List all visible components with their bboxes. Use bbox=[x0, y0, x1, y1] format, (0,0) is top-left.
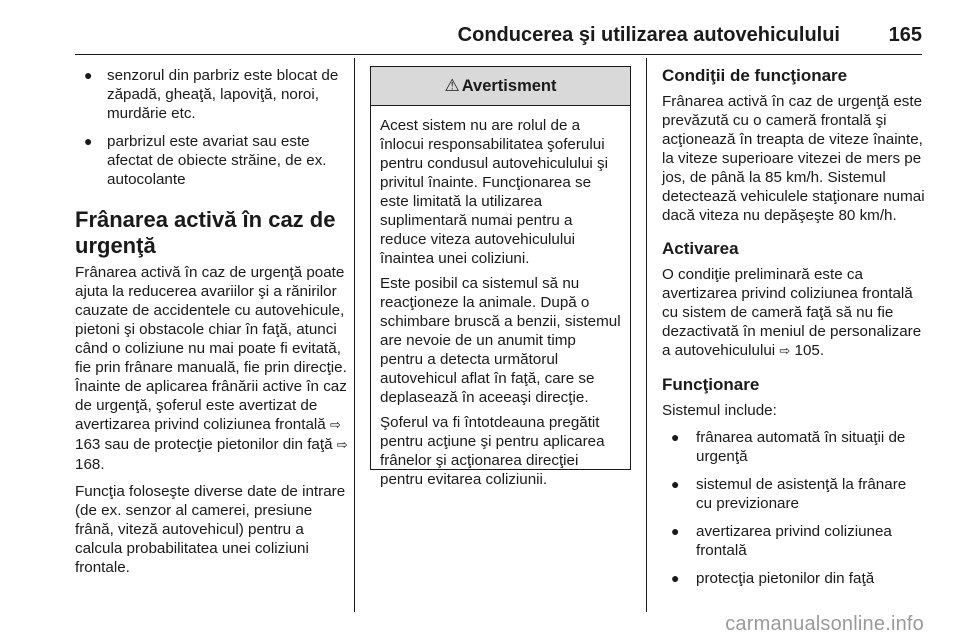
activation-heading: Activarea bbox=[662, 239, 739, 258]
list-item: ● parbrizul este avariat sau este afectat de obiecte străine, de ex. autocolante bbox=[84, 133, 327, 188]
list-item: ● senzorul din parbriz este blocat de zăpadă, gheaţă, lapoviţă, noroi, murdărie etc. bbox=[84, 67, 339, 122]
function-heading: Funcţionare bbox=[662, 375, 760, 394]
warning-title: Avertisment bbox=[461, 76, 557, 95]
page-ref-link[interactable]: 168. bbox=[75, 456, 105, 473]
list-item: ● protecţia pietonilor din faţă bbox=[671, 570, 875, 587]
warning-triangle-icon: ⚠ bbox=[444, 75, 460, 96]
bullet-icon: ● bbox=[671, 570, 680, 586]
warning-box bbox=[370, 66, 631, 488]
watermark: carmanualsonline.info bbox=[725, 613, 924, 635]
right-column bbox=[662, 66, 926, 597]
activation-paragraph: O condiţie preliminară este ca avertizarea privind coliziunea frontală cu sistem de cameră faţă să nu fie dezactivată în meniul de personalizare a autovehiculului ⇨ 105. bbox=[662, 266, 922, 359]
page-header bbox=[0, 0, 960, 56]
bullet-icon: ● bbox=[84, 67, 93, 83]
chapter-title: Conducerea şi utilizarea autovehiculului bbox=[457, 24, 840, 46]
intro-paragraph: Frânarea activă în caz de urgenţă poate ajuta la reducerea avariilor şi a rănirilor cauzate de accidentele cu autovehicule, pietoni şi obstacole chiar în faţă, atunci când o coliziune nu mai poate fi evitată, fie prin frânare manuală, fie prin direcţie. Înainte de aplicarea frânării active în caz de urgenţă, şoferul este avertizat de avertizarea privind coliziunea frontală ⇨ 163 sau de protecţie pietonilor din faţă ⇨ 168. bbox=[75, 264, 348, 473]
header-rule bbox=[75, 54, 922, 55]
warning-paragraph: Acest sistem nu are rolul de a înlocui responsabilitatea şoferului pentru condusul autovehiculului şi privitul înainte. Funcţionarea se este limitată la utilizarea suplimentară numai pentru a reduce viteza autovehiculului înaintea unei coliziuni. bbox=[380, 117, 608, 267]
operating-conditions-paragraph: Frânarea activă în caz de urgenţă este prevăzută cu o cameră frontală şi acţionează în treapta de viteze înainte, la viteze superioare vitezei de mers pe jos, de până la 85 km/h. Sistemul detectează vehiculele staţionare numai dacă viteza nu depăşeşte 80 km/h. bbox=[662, 93, 925, 224]
page-ref-icon: ⇨ bbox=[329, 418, 341, 433]
function-paragraph: Funcţia foloseşte diverse date de intrare (de ex. senzor al camerei, presiune frână, viteză autovehicul) pentru a calcula probabilitatea unei coliziuni frontale. bbox=[75, 483, 346, 576]
section-title: Frânarea activă în caz de urgenţă bbox=[75, 207, 336, 258]
column-divider-left bbox=[354, 58, 355, 612]
list-item: ● frânarea automată în situaţii de urgenţă bbox=[671, 429, 906, 465]
bullet-icon: ● bbox=[671, 523, 680, 539]
bullet-icon: ● bbox=[84, 133, 93, 149]
page-ref-link[interactable]: 105. bbox=[794, 342, 825, 359]
left-column bbox=[75, 66, 348, 585]
warning-paragraph: Şoferul va fi întotdeauna pregătit pentru acţiune şi pentru aplicarea frânelor şi acţionarea direcţiei pentru evitarea coliziunii. bbox=[380, 414, 605, 488]
sensor-bullet-list bbox=[75, 66, 348, 189]
system-includes-paragraph: Sistemul include: bbox=[662, 402, 777, 419]
page-number: 165 bbox=[888, 24, 922, 46]
bullet-icon: ● bbox=[671, 429, 680, 445]
list-item: ● avertizarea privind coliziunea frontală bbox=[671, 523, 892, 559]
warning-header bbox=[371, 67, 630, 106]
warning-paragraph: Este posibil ca sistemul să nu reacţioneze la animale. După o schimbare bruscă a benzii, sistemul are nevoie de un anumit timp pentru a detecta următorul autovehicul aflat în faţă, care se deplasează în aceeaşi direcţie. bbox=[380, 275, 621, 406]
list-item: ● sistemul de asistenţă la frânare cu previzionare bbox=[671, 476, 907, 512]
page-ref-link[interactable]: 163 bbox=[75, 436, 101, 453]
system-features-list bbox=[662, 428, 926, 588]
column-divider-right bbox=[646, 58, 647, 612]
warning-body bbox=[371, 106, 630, 489]
page-ref-icon: ⇨ bbox=[336, 438, 348, 453]
operating-conditions-heading: Condiţii de funcţionare bbox=[662, 66, 848, 85]
bullet-icon: ● bbox=[671, 476, 680, 492]
page-ref-icon: ⇨ bbox=[779, 344, 791, 359]
